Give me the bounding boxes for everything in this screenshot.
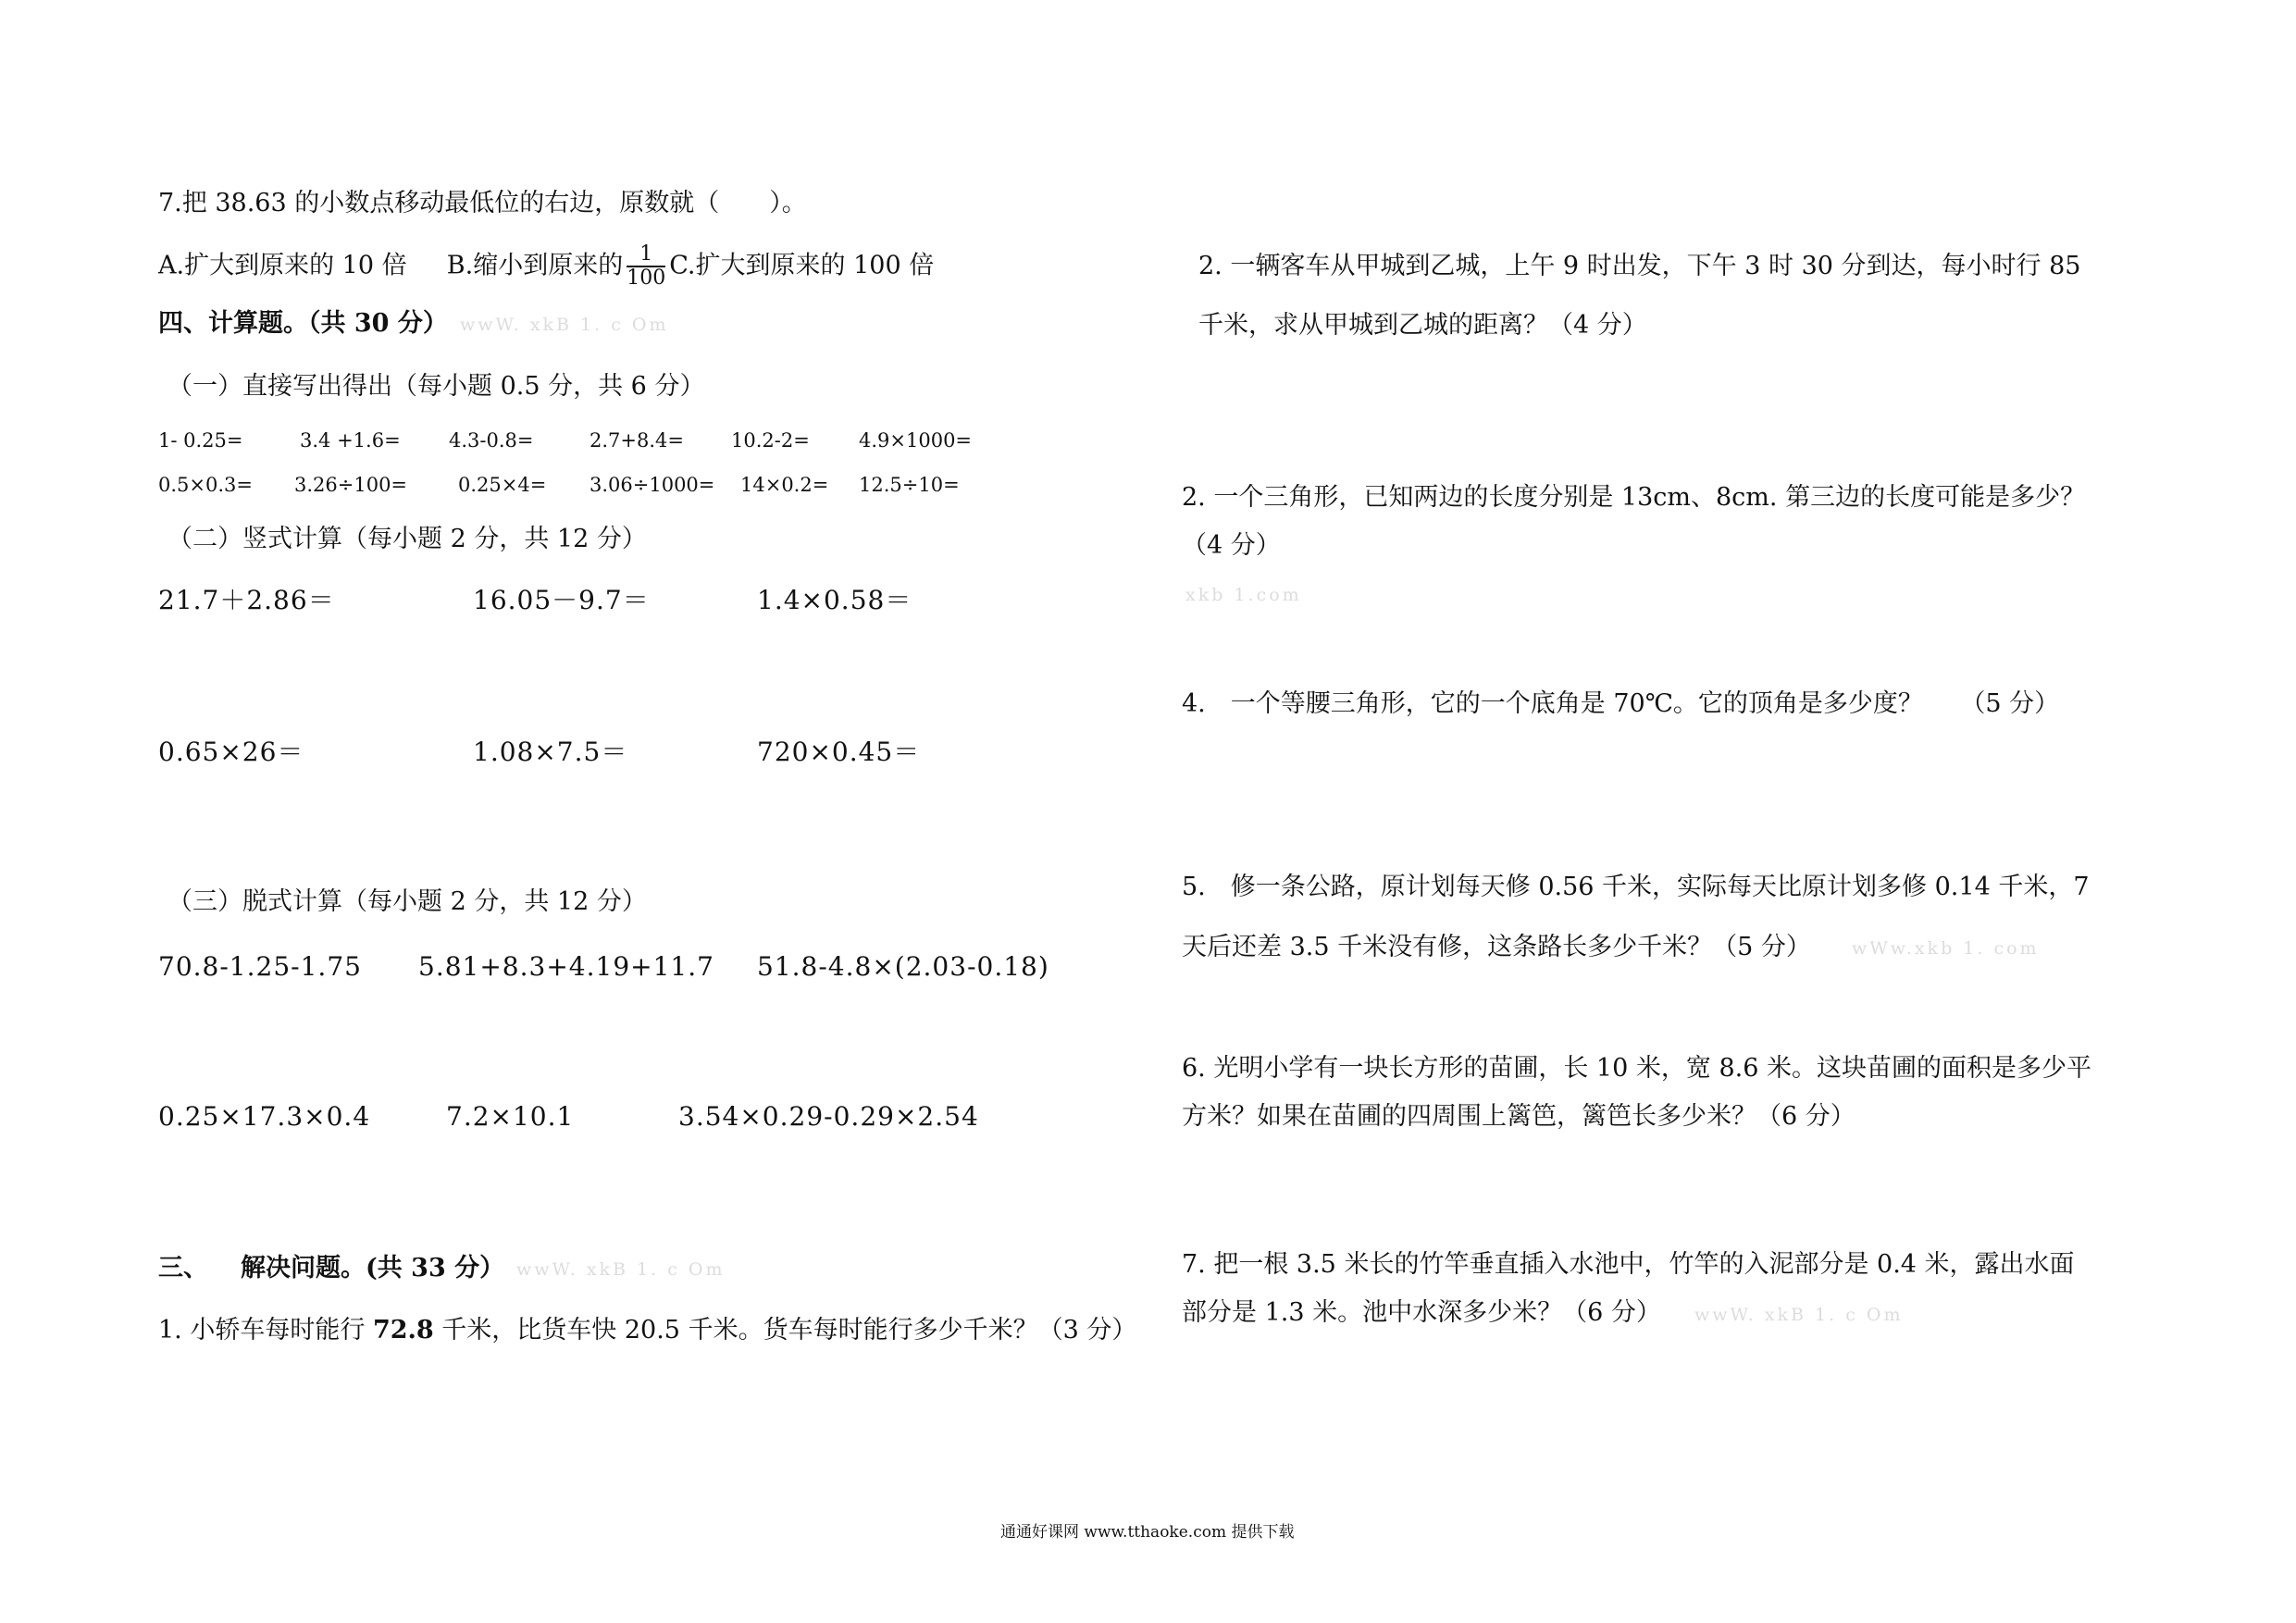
left-q7-option-b-prefix: B.缩小到原来的 xyxy=(446,251,624,280)
part-3-r2c3: 3.54×0.29-0.29×2.54 xyxy=(678,1101,979,1132)
left-q7-options xyxy=(158,243,934,290)
part-2-r1c1: 21.7＋2.86＝ xyxy=(158,585,335,615)
part-1-r1c5: 10.2-2= xyxy=(731,429,810,452)
right-q2b-watermark: xkb 1.com xyxy=(1185,585,1302,605)
part-2-r1c2: 16.05－9.7＝ xyxy=(473,585,650,615)
right-q4: 4. 一个等腰三角形，它的一个底角是 70℃。它的顶角是多少度？ （5 分） xyxy=(1182,689,2060,718)
left-q7-option-b-fraction: $\frac{1}{100}$ xyxy=(627,242,666,291)
right-q5-line2: 天后还差 3.5 千米没有修，这条路长多少千米？（5 分） xyxy=(1182,933,1811,961)
right-q2b-line1: 2. 一个三角形，已知两边的长度分别是 13cm、8cm. 第三边的长度可能是多少？ xyxy=(1182,483,2086,512)
part-2-r1c3: 1.4×0.58＝ xyxy=(757,585,912,615)
section-3-title: 解决问题。(共 33 分） xyxy=(241,1254,505,1282)
right-q5-watermark: wWw.xkb 1. com xyxy=(1852,938,2040,959)
part-2-r2c1: 0.65×26＝ xyxy=(158,737,304,767)
right-q5-line1: 5. 修一条公路，原计划每天修 0.56 千米，实际每天比原计划多修 0.14 千米，7 xyxy=(1182,873,2090,901)
part-1-r2c2: 3.26÷100= xyxy=(294,474,408,496)
section-3-number: 三、 xyxy=(158,1254,208,1282)
right-q6-line1: 6. 光明小学有一块长方形的苗圃，长 10 米，宽 8.6 米。这块苗圃的面积是多少平 xyxy=(1182,1054,2091,1083)
part-1-r2c5: 14×0.2= xyxy=(740,474,829,496)
right-q2b-line2: （4 分） xyxy=(1182,531,1281,560)
part-1-r1c4: 2.7+8.4= xyxy=(590,429,684,452)
part-2-title: （二）竖式计算（每小题 2 分，共 12 分） xyxy=(168,525,647,553)
part-1-r2c1: 0.5×0.3= xyxy=(158,474,253,496)
part-1-r2c4: 3.06÷1000= xyxy=(590,474,715,496)
right-q7-watermark: wwW. xkB 1. c Om xyxy=(1694,1305,1904,1325)
right-q7-line1: 7. 把一根 3.5 米长的竹竿垂直插入水池中，竹竿的入泥部分是 0.4 米，露出水面 xyxy=(1182,1250,2075,1279)
section-4-watermark: wwW. xkB 1. c Om xyxy=(460,315,669,335)
left-q7-option-c: C.扩大到原来的 100 倍 xyxy=(669,251,935,280)
part-1-r1c3: 4.3-0.8= xyxy=(449,429,534,452)
part-3-r1c1: 70.8-1.25-1.75 xyxy=(158,951,362,982)
section-3-q1: 1. 小轿车每时能行 72.8 千米，比货车快 20.5 千米。货车每时能行多少千米？（3 分） xyxy=(158,1316,1137,1344)
right-q7-line2: 部分是 1.3 米。池中水深多少米？（6 分） xyxy=(1182,1298,1661,1327)
part-3-r2c2: 7.2×10.1 xyxy=(446,1101,575,1132)
left-q7-option-a: A.扩大到原来的 10 倍 xyxy=(158,251,407,280)
left-q7-stem: 7.把 38.63 的小数点移动最低位的右边，原数就（ ）。 xyxy=(158,189,807,217)
part-1-r1c6: 4.9×1000= xyxy=(859,429,973,452)
right-q2a-line1: 2. 一辆客车从甲城到乙城，上午 9 时出发，下午 3 时 30 分到达，每小时行 85 xyxy=(1198,252,2081,280)
page-footer: 通通好课网 www.tthaoke.com 提供下载 xyxy=(1000,1523,1295,1542)
part-2-r2c3: 720×0.45＝ xyxy=(757,737,921,767)
part-1-r2c6: 12.5÷10= xyxy=(859,474,960,496)
part-1-r1c2: 3.4 +1.6= xyxy=(300,429,401,452)
part-3-title: （三）脱式计算（每小题 2 分，共 12 分） xyxy=(168,887,647,916)
part-1-r2c3: 0.25×4= xyxy=(458,474,547,496)
section-4-title: 四、计算题。（共 30 分） xyxy=(158,309,448,338)
part-3-r2c1: 0.25×17.3×0.4 xyxy=(158,1101,371,1132)
right-q6-line2: 方米？如果在苗圃的四周围上篱笆，篱笆长多少米？（6 分） xyxy=(1182,1102,1855,1131)
part-1-r1c1: 1- 0.25= xyxy=(158,429,243,452)
section-3-watermark: wwW. xkB 1. c Om xyxy=(516,1259,726,1280)
part-1-title: （一）直接写出得出（每小题 0.5 分，共 6 分） xyxy=(168,372,705,401)
part-2-r2c2: 1.08×7.5＝ xyxy=(473,737,628,767)
section-3-q1-bold-number: 72.8 xyxy=(372,1316,434,1344)
part-3-r1c2: 5.81+8.3+4.19+11.7 xyxy=(418,951,714,982)
right-q2a-line2: 千米，求从甲城到乙城的距离？（4 分） xyxy=(1198,311,1647,340)
part-3-r1c3: 51.8-4.8×(2.03-0.18) xyxy=(757,951,1049,982)
